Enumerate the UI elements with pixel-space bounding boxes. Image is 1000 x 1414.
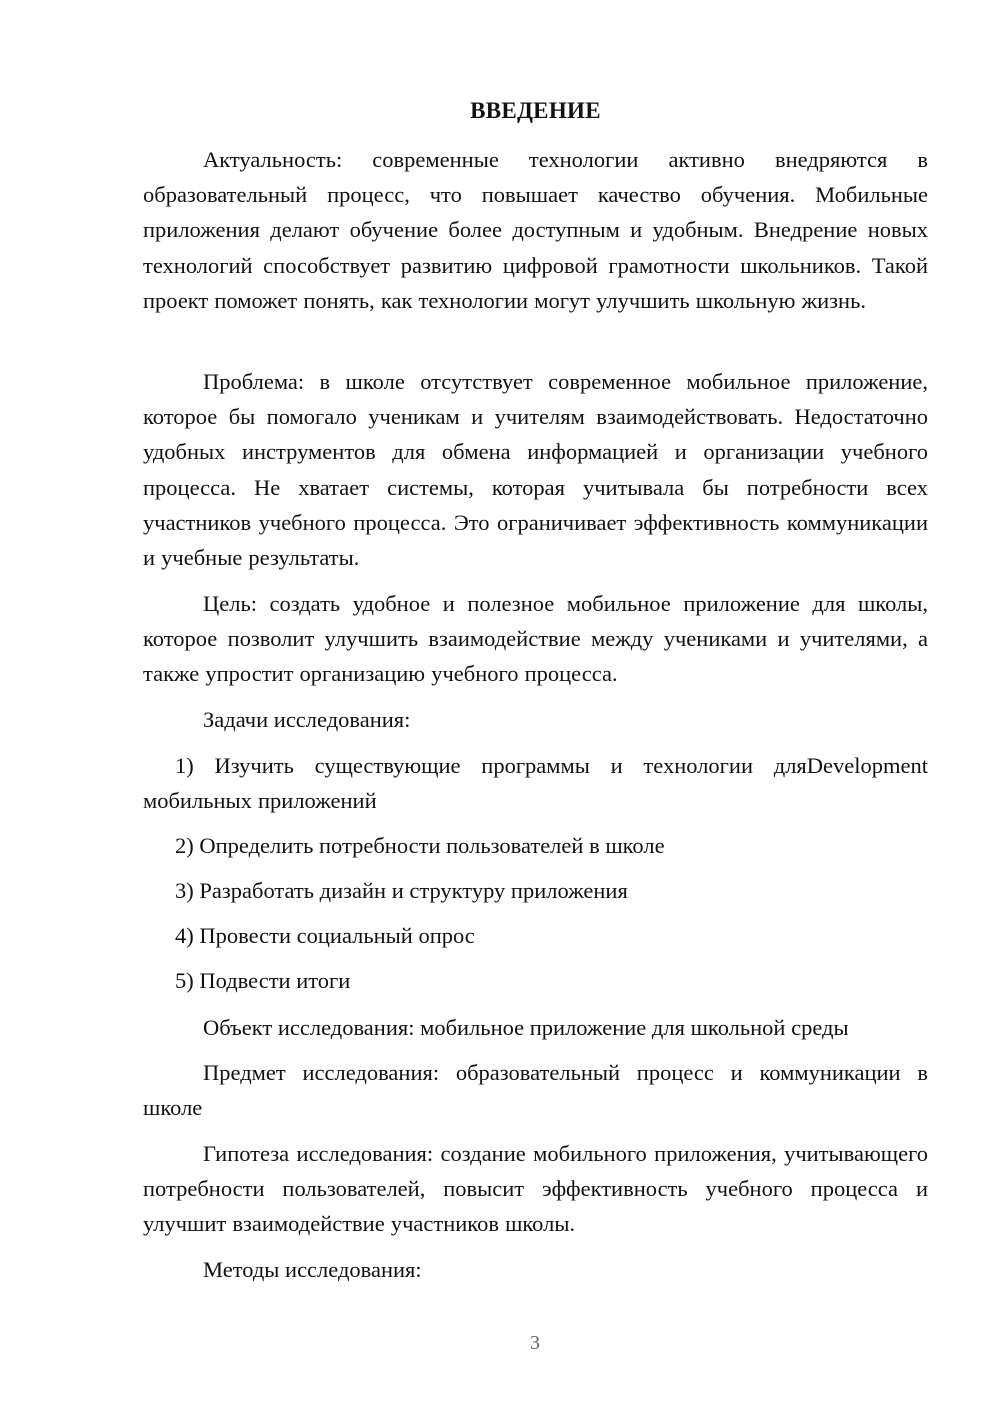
task-item-5: 5) Подвести итоги [175, 968, 351, 993]
object-paragraph: Объект исследования: мобильное приложение для школьной среды [203, 1015, 849, 1040]
page-number: 3 [530, 1332, 540, 1354]
task-item-2: 2) Определить потребности пользователей в школе [175, 833, 665, 858]
task-item-4: 4) Провести социальный опрос [175, 923, 475, 948]
tasks-title: Задачи исследования: [203, 707, 411, 732]
goal-paragraph: Цель: создать удобное и полезное мобильное приложение для школы, которое позволит улучшить взаимодействие между учениками и учителями, а также упростит организацию учебного процесса. [143, 591, 928, 687]
task-item-1: 1) Изучить существующие программы и технологии дляDevelopment мобильных приложений [143, 753, 928, 814]
subject-paragraph: Предмет исследования: образовательный процесс и коммуникации в школе [143, 1060, 928, 1121]
methods-title: Методы исследования: [203, 1257, 422, 1282]
page-title: ВВЕДЕНИЕ [470, 98, 601, 123]
hypothesis-paragraph: Гипотеза исследования: создание мобильного приложения, учитывающего потребности пользователей, повысит эффективность учебного процесса и улучшит взаимодействие участников школы. [143, 1141, 928, 1237]
task-item-3: 3) Разработать дизайн и структуру приложения [175, 878, 628, 903]
relevance-paragraph: Актуальность: современные технологии активно внедряются в образовательный процесс, что повышает качество обучения. Мобильные приложения делают обучение более доступным и удобным. Внедрение новых технологий способствует развитию цифровой грамотности школьников. Такой проект поможет понять, как технологии могут улучшить школьную жизнь. [143, 147, 928, 313]
problem-paragraph: Проблема: в школе отсутствует современное мобильное приложение, которое бы помогало ученикам и учителям взаимодействовать. Недостаточно удобных инструментов для обмена информацией и организации учебного процесса. Не хватает системы, которая учитывала бы потребности всех участников учебного процесса. Это ограничивает эффективность коммуникации и учебные результаты. [143, 369, 928, 571]
